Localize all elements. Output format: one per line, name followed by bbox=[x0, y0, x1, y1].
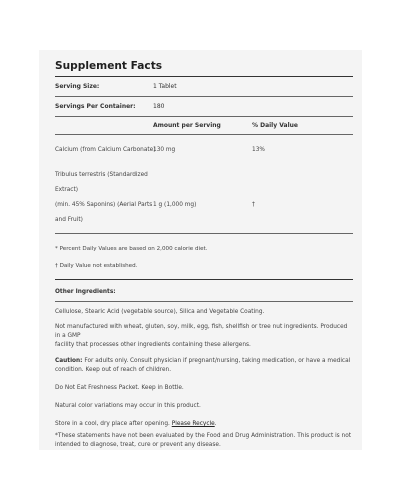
amount-header: Amount per Serving bbox=[153, 121, 221, 129]
nutrient-daily-value: † bbox=[252, 201, 255, 208]
table-row bbox=[55, 212, 353, 227]
freshness-text: Do Not Eat Freshness Packet. Keep in Bottle. bbox=[55, 385, 184, 391]
caution-line: condition. Keep out of reach of children. bbox=[55, 367, 172, 373]
table-row bbox=[55, 182, 353, 197]
allergen-line: facility that processes other ingredients containing these allergens. bbox=[55, 342, 251, 348]
storage-line: Store in a cool, dry place after opening. bbox=[55, 421, 172, 427]
table-row bbox=[55, 197, 353, 212]
footnote: * Percent Daily Values are based on 2,000 calorie diet. bbox=[55, 245, 208, 252]
caution-line: For adults only. Consult physician if pregnant/nursing, taking medication, or have a medical bbox=[82, 358, 351, 364]
storage-text bbox=[55, 411, 353, 429]
other-ingredients-text: Cellulose, Stearic Acid (vegetable source), Silica and Vegetable Coating. bbox=[55, 309, 265, 315]
servings-per-container-row bbox=[55, 97, 353, 116]
daily-value-header: % Daily Value bbox=[252, 121, 299, 129]
servings-per-container-label: Servings Per Container: bbox=[55, 102, 136, 110]
supplement-facts-panel bbox=[39, 50, 362, 450]
caution-text bbox=[55, 350, 353, 375]
table-row bbox=[55, 142, 353, 157]
nutrient-name: and Fruit) bbox=[55, 216, 83, 223]
serving-size-value: 1 Tablet bbox=[153, 82, 177, 90]
nutrient-name: (min. 45% Saponins) (Aerial Parts bbox=[55, 201, 153, 208]
serving-size-label: Serving Size: bbox=[55, 82, 100, 90]
nutrient-amount: 130 mg bbox=[153, 146, 176, 153]
nutrient-amount: 1 g (1,000 mg) bbox=[153, 201, 197, 208]
other-ingredients-heading: Other Ingredients: bbox=[55, 289, 116, 295]
fda-line: *These statements have not been evaluated by the Food and Drug Administration. This product is not bbox=[55, 433, 352, 439]
nutrient-table bbox=[55, 135, 353, 227]
allergen-text bbox=[55, 317, 353, 350]
serving-size-row bbox=[55, 77, 353, 96]
panel-title: Supplement Facts bbox=[55, 60, 163, 72]
nutrient-name: Tribulus terrestris (Standardized bbox=[55, 171, 148, 178]
nutrient-name: Extract) bbox=[55, 186, 79, 193]
table-row bbox=[55, 167, 353, 182]
allergen-line: Not manufactured with wheat, gluten, soy, milk, egg, fish, shellfish or tree nut ingredients. Produced in a GMP bbox=[55, 324, 348, 339]
caution-label: Caution: bbox=[55, 358, 83, 364]
nutrient-name: Calcium (from Calcium Carbonate) bbox=[55, 146, 156, 153]
table-header-row bbox=[55, 117, 353, 134]
footnotes bbox=[55, 234, 353, 274]
storage-end: . bbox=[214, 421, 217, 427]
servings-per-container-value: 180 bbox=[153, 102, 165, 110]
color-note: Natural color variations may occur in this product. bbox=[55, 403, 201, 409]
recycle-link[interactable]: Please Recycle bbox=[171, 421, 215, 427]
fda-disclaimer bbox=[55, 429, 353, 450]
fda-line: intended to diagnose, treat, cure or prevent any disease. bbox=[55, 442, 221, 448]
nutrient-daily-value: 13% bbox=[252, 146, 265, 153]
other-ingredients-section bbox=[55, 280, 353, 450]
footnote: † Daily Value not established. bbox=[55, 262, 138, 269]
